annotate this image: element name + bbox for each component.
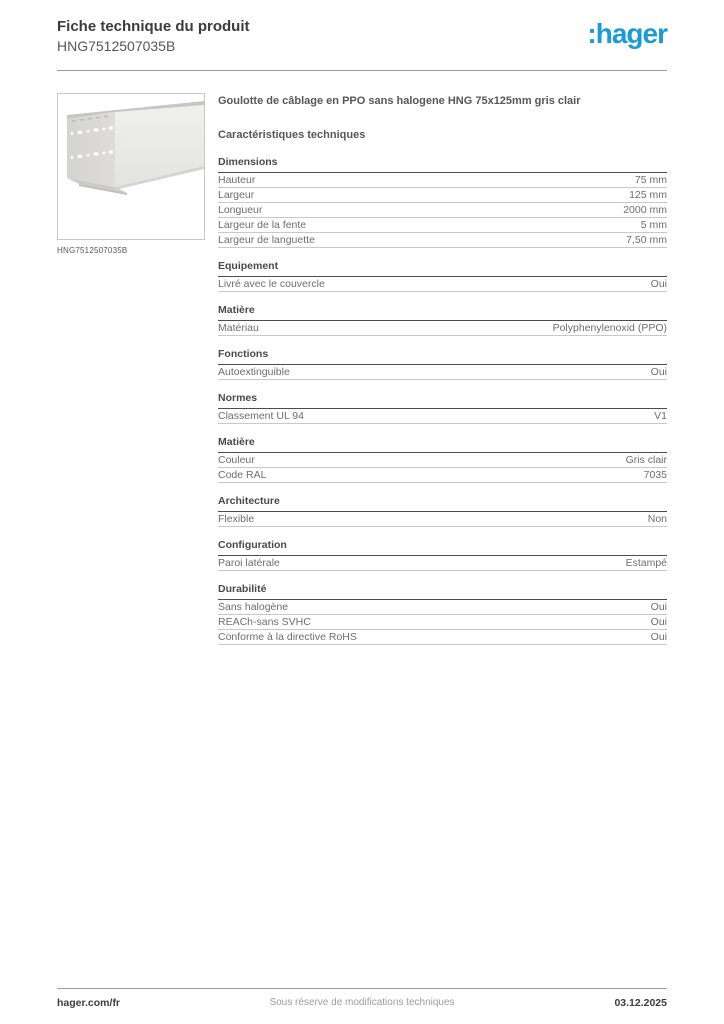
spec-row [218, 277, 667, 292]
main-content [57, 93, 667, 645]
trunking-illustration [58, 94, 204, 239]
spec-row [218, 218, 667, 233]
spec-section-title: Durabilité [218, 583, 667, 600]
spec-section [218, 304, 667, 336]
spec-row [218, 512, 667, 527]
spec-section [218, 348, 667, 380]
spec-row [218, 365, 667, 380]
document-title: Fiche technique du produit [57, 18, 250, 35]
spec-label: Longueur [218, 203, 263, 216]
spec-value: Oui [650, 630, 667, 643]
spec-section-title: Architecture [218, 495, 667, 512]
spec-value: 125 mm [629, 188, 667, 201]
spec-value: Oui [650, 365, 667, 378]
spec-section-title: Dimensions [218, 156, 667, 173]
spec-row [218, 468, 667, 483]
spec-row [218, 630, 667, 645]
spec-section [218, 539, 667, 571]
spec-section [218, 260, 667, 292]
spec-section [218, 583, 667, 645]
spec-value: Estampé [625, 556, 667, 569]
spec-value: Oui [650, 600, 667, 613]
characteristics-heading: Caractéristiques techniques [218, 129, 366, 141]
footer-website: hager.com/fr [57, 997, 121, 1009]
footer-disclaimer: Sous réserve de modifications techniques [269, 997, 455, 1008]
product-title: Goulotte de câblage en PPO sans halogene HNG 75x125mm gris clair [218, 95, 581, 107]
spec-label: Sans halogène [218, 600, 289, 613]
spec-label: Flexible [218, 512, 255, 525]
footer-date: 03.12.2025 [614, 997, 667, 1009]
spec-row [218, 233, 667, 248]
spec-label: Matériau [218, 321, 259, 334]
header-divider [57, 70, 667, 71]
spec-value: 5 mm [640, 218, 667, 231]
spec-value: Non [647, 512, 667, 525]
spec-row [218, 453, 667, 468]
spec-label: Conforme à la directive RoHS [218, 630, 357, 643]
spec-label: Classement UL 94 [218, 409, 304, 422]
spec-row [218, 321, 667, 336]
spec-row [218, 203, 667, 218]
spec-value: 2000 mm [623, 203, 667, 216]
spec-label: Largeur [218, 188, 255, 201]
spec-label: Code RAL [218, 468, 267, 481]
spec-label: Livré avec le couvercle [218, 277, 325, 290]
spec-section-title: Matière [218, 304, 667, 321]
spec-section-title: Equipement [218, 260, 667, 277]
spec-value: 7,50 mm [626, 233, 667, 246]
spec-value: V1 [654, 409, 667, 422]
spec-label: Hauteur [218, 173, 256, 186]
spec-row [218, 615, 667, 630]
spec-row [218, 600, 667, 615]
spec-label: Autoextinguible [218, 365, 290, 378]
spec-value: Gris clair [625, 453, 667, 466]
spec-row [218, 556, 667, 571]
spec-section [218, 495, 667, 527]
spec-label: Largeur de la fente [218, 218, 307, 231]
header [57, 17, 667, 55]
footer [57, 988, 667, 1009]
spec-section-title: Fonctions [218, 348, 667, 365]
spec-label: REACh-sans SVHC [218, 615, 311, 628]
spec-section-title: Normes [218, 392, 667, 409]
spec-column [218, 93, 667, 645]
spec-row [218, 173, 667, 188]
spec-section [218, 156, 667, 248]
spec-value: Oui [650, 277, 667, 290]
spec-label: Largeur de languette [218, 233, 315, 246]
product-image [57, 93, 205, 240]
spec-section [218, 392, 667, 424]
spec-label: Couleur [218, 453, 255, 466]
hager-logo: :hager [587, 18, 667, 49]
spec-value: 75 mm [634, 173, 667, 186]
spec-row [218, 409, 667, 424]
spec-value: Oui [650, 615, 667, 628]
product-image-caption: HNG7512507035B [57, 246, 128, 255]
header-titles [57, 17, 250, 55]
spec-value: 7035 [643, 468, 667, 481]
product-code: HNG7512507035B [57, 38, 176, 54]
spec-section [218, 436, 667, 483]
spec-sections [218, 156, 667, 645]
spec-value: Polyphenylenoxid (PPO) [552, 321, 667, 334]
spec-label: Paroi latérale [218, 556, 280, 569]
spec-section-title: Matière [218, 436, 667, 453]
spec-row [218, 188, 667, 203]
product-image-column [57, 93, 205, 645]
spec-section-title: Configuration [218, 539, 667, 556]
